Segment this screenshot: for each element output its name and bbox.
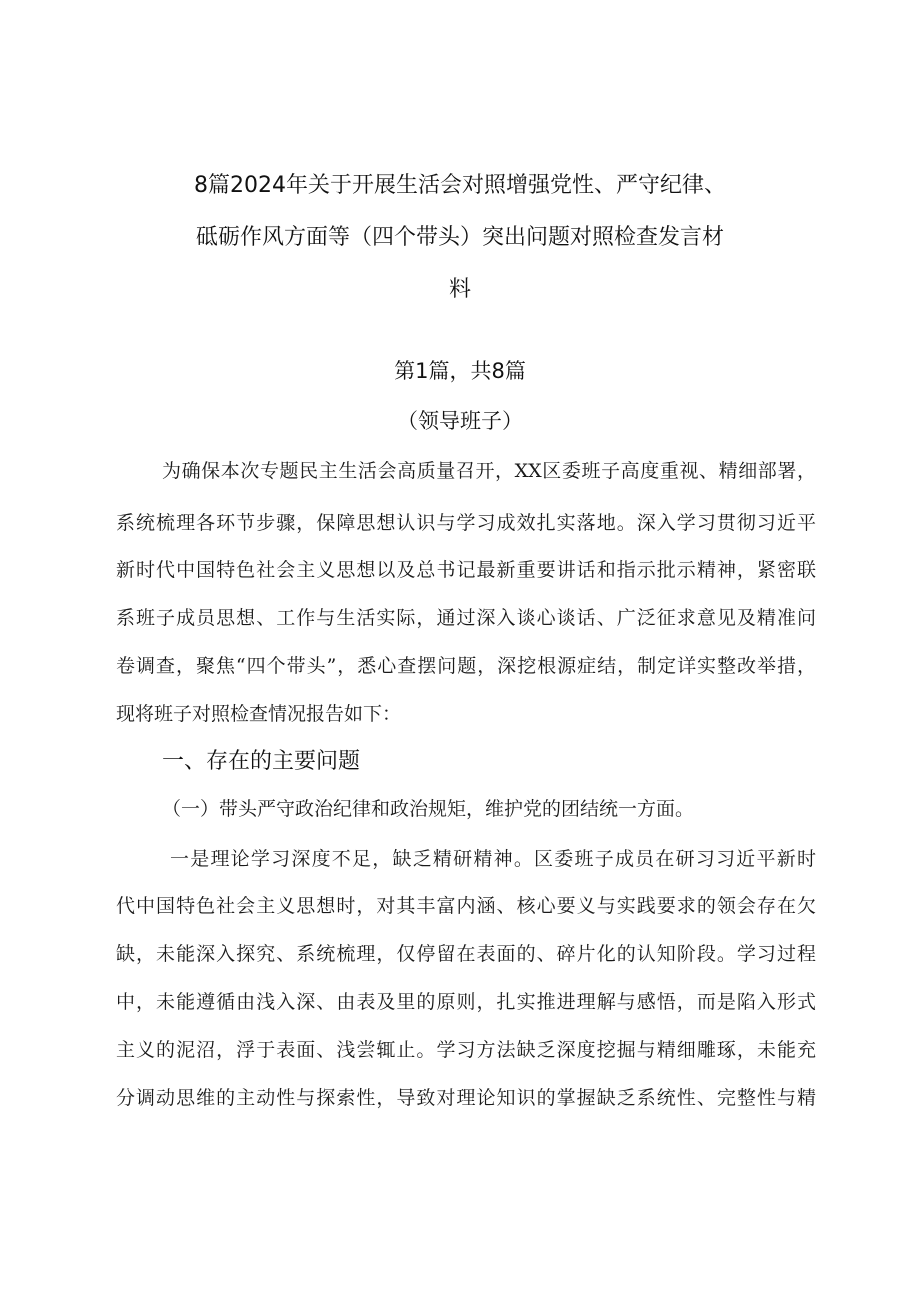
point-line-6: 分调动思维的主动性与探索性，导致对理论知识的掌握缺乏系统性、完整性与精 — [116, 1087, 816, 1109]
intro-line-1: 为确保本次专题民主生活会高质量召开，XX区委班子高度重视、精细部署， — [162, 460, 816, 482]
document-title-line-2: 砥砺作风方面等（四个带头）突出问题对照检查发言材 — [195, 225, 724, 250]
point-line-2: 代中国特色社会主义思想时，对其丰富内涵、核心要义与实践要求的领会存在欠 — [116, 895, 816, 917]
point-line-3: 缺，未能深入探究、系统梳理，仅停留在表面的、碎片化的认知阶段。学习过程 — [116, 943, 816, 965]
subsection-heading: （一）带头严守政治纪律和政治规矩，维护党的团结统一方面。 — [162, 798, 695, 820]
intro-line-4: 系班子成员思想、工作与生活实际，通过深入谈心谈话、广泛征求意见及精准问 — [116, 607, 816, 629]
point-line-4: 中，未能遵循由浅入深、由表及里的原则，扎实推进理解与感悟，而是陷入形式 — [116, 991, 816, 1013]
part-subtitle: （领导班子） — [397, 409, 523, 433]
point-line-1: 一是理论学习深度不足，缺乏精研精神。区委班子成员在研习习近平新时 — [170, 848, 816, 870]
intro-line-2: 系统梳理各环节步骤，保障思想认识与学习成效扎实落地。深入学习贯彻习近平 — [116, 512, 816, 534]
intro-line-6: 现将班子对照检查情况报告如下： — [116, 703, 402, 725]
document-title-line-3: 料 — [448, 277, 471, 302]
section-heading: 一、存在的主要问题 — [162, 749, 361, 774]
document-title-line-1: 8篇2024年关于开展生活会对照增强党性、严守纪律、 — [194, 173, 726, 198]
part-label: 第1篇，共8篇 — [394, 359, 526, 383]
intro-line-3: 新时代中国特色社会主义思想以及总书记最新重要讲话和指示批示精神，紧密联 — [116, 559, 816, 581]
intro-line-5: 卷调查，聚焦“四个带头”，悉心查摆问题，深挖根源症结，制定详实整改举措， — [116, 655, 816, 677]
point-line-5: 主义的泥沼，浮于表面、浅尝辄止。学习方法缺乏深度挖掘与精细雕琢，未能充 — [116, 1039, 816, 1061]
